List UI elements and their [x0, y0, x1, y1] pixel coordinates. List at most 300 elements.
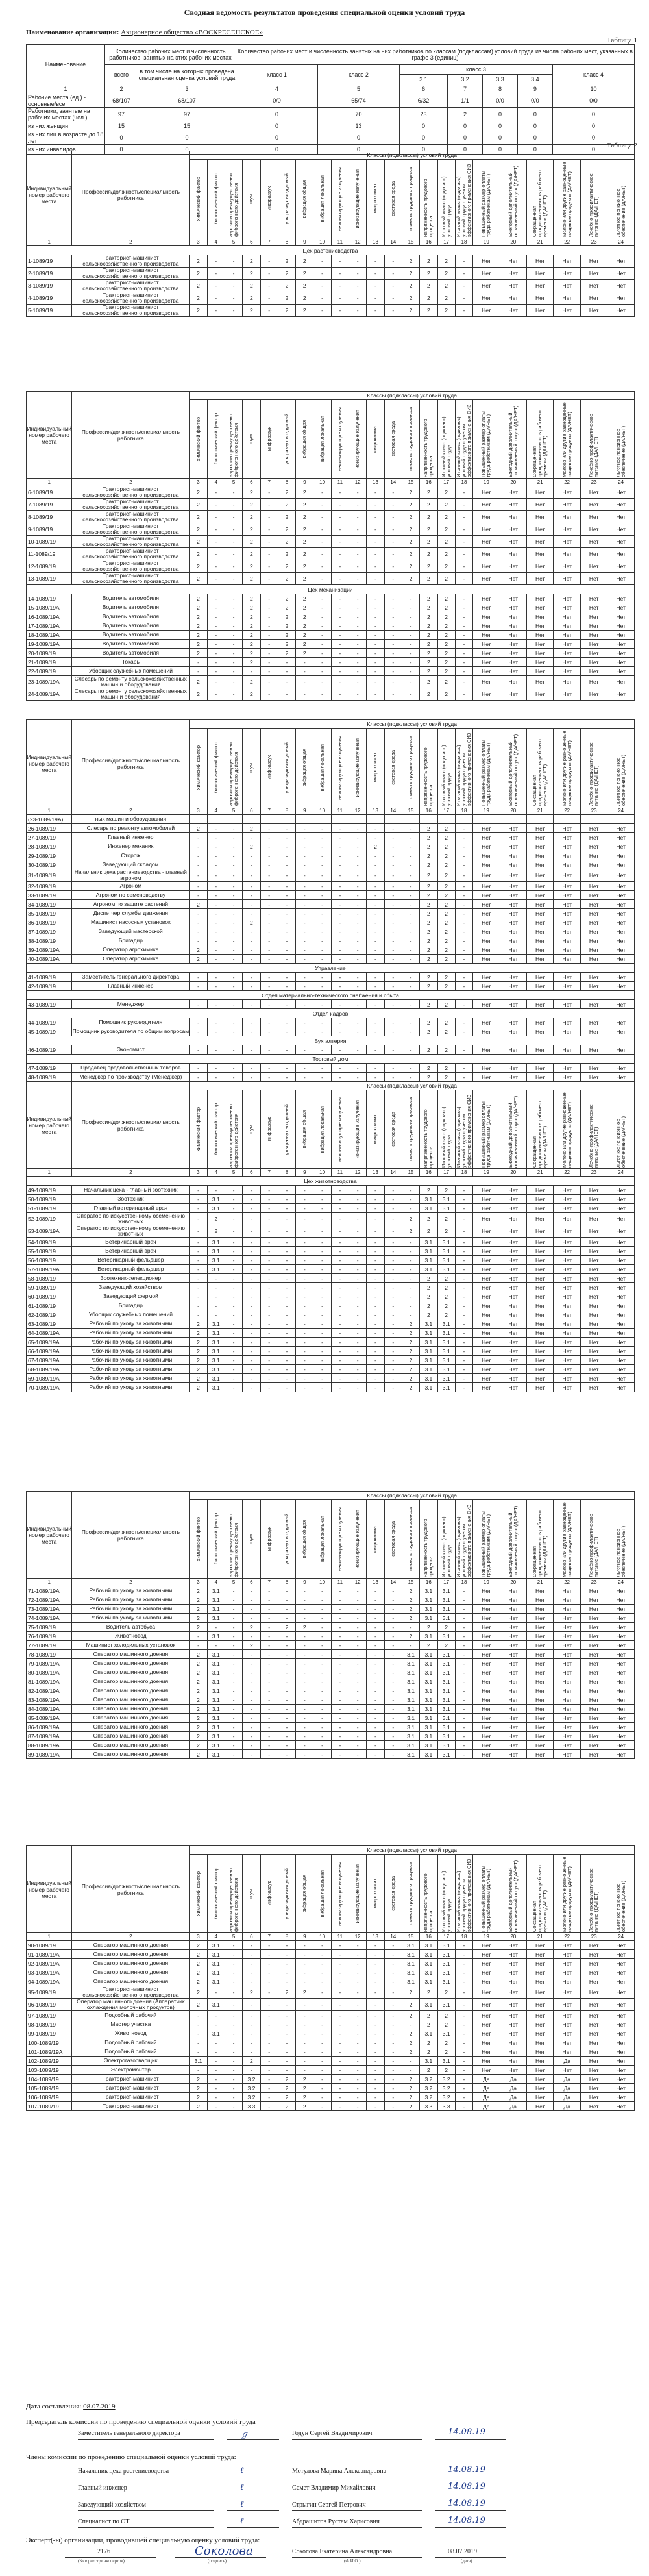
- t2-factor-label: неионизирующие излучения: [336, 1507, 343, 1571]
- t2-profession: Помощник руководителя: [72, 1018, 190, 1027]
- t2-class-cell: -: [455, 1247, 472, 1256]
- t2-factor-label: неионизирующие излучения: [336, 406, 343, 471]
- t2-class-cell: -: [367, 1950, 384, 1959]
- t2-class-cell: -: [313, 2075, 331, 2084]
- t2-class-cell: 2: [296, 536, 313, 548]
- t2-class-cell: -: [331, 667, 349, 676]
- t2-class-cell: -: [402, 833, 419, 842]
- t2-class-cell: Нет: [473, 573, 500, 585]
- t2-class-cell: Нет: [554, 676, 580, 688]
- t2-class-cell: 2: [190, 640, 207, 649]
- t2-factor-label: вибрация локальная: [319, 744, 325, 792]
- t2-class-cell: -: [243, 1999, 260, 2011]
- t2-workplace-number: 55-1089/19: [27, 1247, 72, 1256]
- t2-class-cell: -: [225, 955, 242, 964]
- t2-class-cell: Нет: [580, 900, 607, 909]
- t2-class-cell: Нет: [473, 2066, 500, 2075]
- t2-class-cell: -: [296, 1365, 313, 1374]
- t2-factor-label: Повышенный размер оплаты труда работникам (ДА/НЕТ): [480, 1101, 492, 1168]
- t2-class-cell: Нет: [473, 603, 500, 612]
- t2-class-cell: 3.1: [402, 1941, 419, 1950]
- t2-row: [27, 499, 635, 511]
- t2-class-cell: Нет: [527, 1686, 554, 1695]
- t2-class-cell: Да: [473, 2093, 500, 2102]
- t2-row: [27, 824, 635, 833]
- t2-class-cell: -: [384, 1045, 402, 1055]
- t2-class-cell: 2: [437, 1641, 455, 1650]
- t2-class-cell: -: [296, 945, 313, 955]
- t2-class-cell: -: [331, 1659, 349, 1668]
- t2-factor-label: Сокращенная продолжительность рабочего времени (ДА/НЕТ): [532, 170, 548, 237]
- t2-class-cell: -: [225, 1265, 242, 1274]
- t2-class-cell: -: [207, 1292, 225, 1301]
- t2-class-cell: -: [260, 536, 278, 548]
- t2-class-cell: -: [402, 1247, 419, 1256]
- t2-class-cell: -: [278, 1365, 295, 1374]
- t2-row: [27, 2047, 635, 2057]
- t2-class-cell: -: [313, 511, 331, 523]
- t2-class-cell: -: [260, 918, 278, 927]
- t2-class-cell: -: [331, 918, 349, 927]
- t2-class-cell: 2: [243, 676, 260, 688]
- t2-class-cell: -: [296, 1000, 313, 1009]
- t2-class-cell: 2: [420, 1045, 437, 1055]
- t2-class-cell: Нет: [554, 499, 580, 511]
- t2-profession: Рабочий по уходу за животными: [72, 1383, 190, 1392]
- t2-class-cell: 2: [420, 292, 437, 305]
- t2-class-cell: -: [455, 676, 472, 688]
- t2-class-cell: -: [349, 1225, 367, 1238]
- t2-class-cell: 3.1: [420, 1238, 437, 1247]
- t2-class-cell: 2: [420, 891, 437, 900]
- t2-class-cell: -: [455, 1238, 472, 1247]
- t2-class-cell: -: [367, 1686, 384, 1695]
- t2-row: [27, 1941, 635, 1950]
- t2-class-cell: Нет: [607, 1301, 635, 1310]
- t2-class-cell: -: [260, 548, 278, 560]
- t2-class-cell: Нет: [607, 955, 635, 964]
- t2-header-number: Индивидуальный номер рабочего места: [27, 151, 72, 238]
- t2-class-cell: 2: [437, 667, 455, 676]
- t2-col-number: 8: [278, 1169, 295, 1177]
- t2-workplace-number: 77-1089/19: [27, 1641, 72, 1650]
- t2-class-cell: -: [349, 1977, 367, 1986]
- t2-class-cell: Нет: [554, 1338, 580, 1347]
- t2-class-cell: -: [349, 612, 367, 621]
- t2-class-cell: -: [367, 1741, 384, 1750]
- t2-class-cell: Нет: [527, 621, 554, 631]
- t2-workplace-number: 26-1089/19: [27, 824, 72, 833]
- t2-class-cell: -: [243, 1968, 260, 1977]
- chair-date: 14.08.19: [448, 2427, 485, 2437]
- t2-header-classes: Классы (подклассы) условий труда: [190, 1492, 635, 1500]
- t2-class-cell: Нет: [554, 1186, 580, 1195]
- t2-class-cell: 2: [402, 2102, 419, 2111]
- t2-class-cell: -: [367, 1213, 384, 1225]
- t2-class-cell: -: [384, 255, 402, 268]
- t2-class-cell: -: [384, 1027, 402, 1036]
- t2-row: [27, 649, 635, 658]
- t2-class-cell: -: [225, 1750, 242, 1759]
- t2-profession: Заведующий мастерской: [72, 927, 190, 936]
- t2-class-cell: Нет: [473, 882, 500, 891]
- t2-class-cell: Нет: [607, 1586, 635, 1595]
- t2-factor-header: [313, 1500, 331, 1579]
- t2-class-cell: -: [260, 676, 278, 688]
- t2-class-cell: -: [367, 2093, 384, 2102]
- t2-class-cell: 2: [437, 499, 455, 511]
- t2-class-cell: -: [367, 612, 384, 621]
- t2-factor-label: тяжесть трудового процесса: [408, 1507, 414, 1571]
- t2-class-cell: -: [260, 955, 278, 964]
- t2-class-cell: -: [455, 927, 472, 936]
- t2-class-cell: 3.1: [420, 1329, 437, 1338]
- t2-factor-header: [190, 400, 207, 479]
- t2-class-cell: -: [367, 1705, 384, 1714]
- t2-class-cell: 3.1: [207, 1695, 225, 1705]
- t2-class-cell: -: [260, 909, 278, 918]
- t2-class-cell: Нет: [473, 1292, 500, 1301]
- t2-factor-label: ультразвук воздушный: [283, 1868, 289, 1919]
- t2-class-cell: 3.1: [402, 1668, 419, 1677]
- t2-factor-header: [278, 1500, 295, 1579]
- t2-class-cell: -: [455, 1686, 472, 1695]
- t2-class-cell: -: [296, 851, 313, 860]
- t2-class-cell: -: [260, 305, 278, 317]
- t2-class-cell: Нет: [554, 603, 580, 612]
- t2-class-cell: -: [225, 667, 242, 676]
- t2-class-cell: -: [331, 1238, 349, 1247]
- t2-class-cell: 3.1: [402, 1950, 419, 1959]
- t2-factor-label: микроклимат: [372, 184, 378, 214]
- t2-workplace-number: 45-1089/19: [27, 1027, 72, 1036]
- t2-factor-header: [225, 1855, 242, 1933]
- t2-class-cell: Нет: [554, 1365, 580, 1374]
- t2-col-number: 16: [420, 1933, 437, 1941]
- t2-class-cell: -: [367, 1677, 384, 1686]
- t2-class-cell: -: [296, 909, 313, 918]
- t2-factor-header: [367, 1855, 384, 1933]
- t2-class-cell: -: [367, 1247, 384, 1256]
- t2-class-cell: 2: [243, 523, 260, 536]
- t2-class-cell: 2: [243, 612, 260, 621]
- t2-class-cell: 3.1: [437, 1750, 455, 1759]
- t2-class-cell: -: [331, 945, 349, 955]
- t2-factor-header: [500, 1500, 526, 1579]
- t2-class-cell: 2: [420, 945, 437, 955]
- t2-section-label: Бухгалтерия: [27, 1036, 635, 1045]
- t2-class-cell: -: [455, 631, 472, 640]
- t2-class-cell: 2: [420, 640, 437, 649]
- t2-workplace-number: 32-1089/19: [27, 882, 72, 891]
- t1-cell: 0: [517, 121, 552, 131]
- t2-class-cell: -: [455, 860, 472, 869]
- t2-class-cell: 2: [437, 305, 455, 317]
- t2-col-number: 21: [527, 479, 554, 486]
- t2-class-cell: -: [243, 945, 260, 955]
- t2-section-row: [27, 1177, 635, 1186]
- t2-class-cell: -: [278, 1595, 295, 1605]
- t2-factor-header: [437, 1855, 455, 1933]
- t2-factor-header: [420, 160, 437, 238]
- t2-class-cell: -: [367, 1659, 384, 1668]
- t2-class-cell: Нет: [607, 1064, 635, 1073]
- t2-row: [27, 1383, 635, 1392]
- t2-col-number: 20: [500, 1169, 526, 1177]
- t2-class-cell: -: [367, 536, 384, 548]
- expert-reg-caption: (№ в реестре экспертов): [78, 2558, 125, 2564]
- t2-factor-label: ультразвук воздушный: [283, 413, 289, 465]
- t2-header-profession: Профессия/должность/специальность работника: [72, 1492, 190, 1579]
- t2-class-cell: -: [296, 688, 313, 701]
- t2-class-cell: Нет: [554, 548, 580, 560]
- t2-factor-label: ультразвук воздушный: [283, 742, 289, 794]
- t2-class-cell: 3.1: [207, 1686, 225, 1695]
- t2-class-cell: [243, 815, 260, 824]
- t2-class-cell: -: [402, 2057, 419, 2066]
- t2-class-cell: 3.1: [437, 1338, 455, 1347]
- t2-class-cell: -: [190, 869, 207, 882]
- t2-class-cell: -: [260, 1073, 278, 1082]
- t2-class-cell: -: [190, 1213, 207, 1225]
- t2-factor-header: [331, 1500, 349, 1579]
- t2-factor-header: [313, 400, 331, 479]
- t2-class-cell: 2: [190, 900, 207, 909]
- t2-class-cell: -: [260, 1383, 278, 1392]
- t2-class-cell: -: [331, 676, 349, 688]
- t2-workplace-number: 104-1089/19: [27, 2075, 72, 2084]
- t2-class-cell: Нет: [580, 2075, 607, 2084]
- t2-row: [27, 268, 635, 280]
- t2-class-cell: 2: [243, 842, 260, 851]
- t2-class-cell: -: [260, 2057, 278, 2066]
- member-date: 14.08.19: [448, 2482, 485, 2492]
- t2-factor-header: [473, 1500, 500, 1579]
- t2-class-cell: -: [313, 612, 331, 621]
- t2-class-cell: -: [349, 2011, 367, 2020]
- t2-class-cell: -: [260, 1999, 278, 2011]
- t2-class-cell: 3.1: [437, 1941, 455, 1950]
- t2-class-cell: Нет: [500, 667, 526, 676]
- t2-row: [27, 1301, 635, 1310]
- t2-class-cell: Нет: [580, 649, 607, 658]
- t2-class-cell: Да: [473, 2084, 500, 2093]
- t2-profession: Тракторист-машинист сельскохозяйственного производства: [72, 305, 190, 317]
- t2-factor-header: [402, 1090, 419, 1169]
- t2-class-cell: 2: [420, 688, 437, 701]
- t2-header-classes: Классы (подклассы) условий труда: [190, 151, 635, 160]
- t2-class-cell: Нет: [554, 1347, 580, 1356]
- t2-class-cell: -: [296, 1195, 313, 1204]
- t2-class-cell: -: [349, 824, 367, 833]
- t2-class-cell: -: [260, 1950, 278, 1959]
- t2-class-cell: Нет: [607, 621, 635, 631]
- t2-class-cell: 2: [190, 649, 207, 658]
- t2-class-cell: 2: [420, 486, 437, 499]
- t2-class-cell: -: [331, 982, 349, 991]
- t2-class-cell: -: [313, 292, 331, 305]
- t2-col-number: 3: [190, 479, 207, 486]
- t2-class-cell: Нет: [607, 1338, 635, 1347]
- t2-factor-header: [296, 160, 313, 238]
- t2-workplace-number: 43-1089/19: [27, 1000, 72, 1009]
- t2-class-cell: -: [384, 1659, 402, 1668]
- t2-class-cell: 2: [437, 860, 455, 869]
- t2-class-cell: -: [207, 631, 225, 640]
- t2-row: [27, 982, 635, 991]
- t2-class-cell: Нет: [500, 982, 526, 991]
- organization-name: Акционерное общество «ВОСКРЕСЕНСКОЕ»: [121, 29, 263, 36]
- t2-factor-label: инфразвук: [265, 186, 272, 211]
- t2-class-cell: -: [243, 833, 260, 842]
- t2-class-cell: 3.1: [207, 1586, 225, 1595]
- t2-row: [27, 833, 635, 842]
- t2-factor-header: [243, 400, 260, 479]
- t2-class-cell: 3.1: [420, 1732, 437, 1741]
- t2-profession: Животновод: [72, 2029, 190, 2038]
- t2-class-cell: -: [207, 1310, 225, 1319]
- t2-factor-label: Повышенный размер оплаты труда работникам (ДА/НЕТ): [480, 1511, 492, 1577]
- t2-class-cell: Нет: [607, 631, 635, 640]
- t2-class-cell: -: [384, 1283, 402, 1292]
- t2-class-cell: -: [455, 1073, 472, 1082]
- t2-class-cell: -: [331, 1705, 349, 1714]
- t2-class-cell: -: [190, 909, 207, 918]
- t2-class-cell: -: [331, 1338, 349, 1347]
- t2-class-cell: Нет: [554, 268, 580, 280]
- t2-col-number: 17: [437, 479, 455, 486]
- t2-row: [27, 1204, 635, 1213]
- t2-class-cell: -: [296, 1941, 313, 1950]
- t2-class-cell: Нет: [500, 511, 526, 523]
- t2-class-cell: -: [455, 900, 472, 909]
- t2-class-cell: -: [331, 499, 349, 511]
- t2-class-cell: -: [296, 1073, 313, 1082]
- t2-class-cell: -: [455, 1741, 472, 1750]
- t2-row: [27, 1968, 635, 1977]
- t2-class-cell: [420, 815, 437, 824]
- t2-class-cell: 3.1: [437, 1632, 455, 1641]
- t2-col-number: 22: [554, 1169, 580, 1177]
- t2-class-cell: 2: [402, 1614, 419, 1623]
- t2-class-cell: 3.3: [243, 2102, 260, 2111]
- t2-class-cell: Нет: [500, 1383, 526, 1392]
- t2-header-number: Индивидуальный номер рабочего места: [27, 1846, 72, 1933]
- t2-class-cell: -: [278, 1659, 295, 1668]
- t2-class-cell: -: [367, 2075, 384, 2084]
- t2-class-cell: Нет: [607, 1950, 635, 1959]
- t2-col-number: 22: [554, 807, 580, 815]
- t2-class-cell: Нет: [500, 1695, 526, 1705]
- t2-row: [27, 1265, 635, 1274]
- t2-profession: Оператор машинного доения: [72, 1677, 190, 1686]
- t2-class-cell: Нет: [473, 1668, 500, 1677]
- t2-row: [27, 1247, 635, 1256]
- t2-class-cell: -: [402, 936, 419, 945]
- t1-cell: 1/1: [448, 94, 483, 108]
- t2-class-cell: -: [331, 1256, 349, 1265]
- t2-class-cell: 2: [296, 573, 313, 585]
- t2-class-cell: -: [313, 268, 331, 280]
- t2-class-cell: -: [260, 1641, 278, 1650]
- t2-class-cell: Нет: [473, 658, 500, 667]
- t2-class-cell: -: [260, 667, 278, 676]
- t2-class-cell: 2: [367, 842, 384, 851]
- t2-class-cell: -: [296, 1650, 313, 1659]
- table2-block-4: [26, 1081, 635, 1392]
- t2-class-cell: -: [384, 2020, 402, 2029]
- t2-col-number: 21: [527, 1169, 554, 1177]
- t2-class-cell: 2: [243, 305, 260, 317]
- t2-class-cell: -: [278, 955, 295, 964]
- t2-class-cell: Нет: [527, 1213, 554, 1225]
- t2-class-cell: Нет: [527, 640, 554, 649]
- t2-class-cell: -: [384, 280, 402, 292]
- t2-profession: Водитель автомобиля: [72, 631, 190, 640]
- t2-col-number: 19: [473, 1169, 500, 1177]
- t2-class-cell: Нет: [500, 824, 526, 833]
- t2-class-cell: Нет: [500, 676, 526, 688]
- t2-class-cell: -: [278, 1999, 295, 2011]
- t2-class-cell: -: [384, 1356, 402, 1365]
- t2-class-cell: 2: [207, 1225, 225, 1238]
- t2-class-cell: -: [455, 2075, 472, 2084]
- t2-class-cell: -: [278, 1714, 295, 1723]
- t2-class-cell: Нет: [500, 2057, 526, 2066]
- t2-col-number: 1: [27, 1169, 72, 1177]
- t2-workplace-number: (23-1089/19А): [27, 815, 72, 824]
- t2-factor-label: световая среда: [389, 421, 396, 456]
- t2-class-cell: -: [331, 612, 349, 621]
- t2-class-cell: -: [349, 2102, 367, 2111]
- t2-class-cell: -: [243, 1213, 260, 1225]
- t2-class-cell: 3.1: [420, 1968, 437, 1977]
- t2-factor-label: неионизирующие излучения: [336, 735, 343, 800]
- t2-class-cell: -: [313, 573, 331, 585]
- t2-class-cell: Нет: [500, 1986, 526, 1999]
- t2-factor-label: вибрация локальная: [319, 1515, 325, 1563]
- t2-row: [27, 973, 635, 982]
- t2-factor-label: напряженность трудового процесса: [422, 179, 434, 237]
- t2-class-cell: -: [349, 2066, 367, 2075]
- t2-class-cell: 3.1: [420, 1605, 437, 1614]
- document-title: Сводная ведомость результатов проведения специальной оценки условий труда: [184, 8, 465, 17]
- t2-class-cell: -: [260, 511, 278, 523]
- t2-factor-label: вибрация локальная: [319, 415, 325, 463]
- t2-header-profession: Профессия/должность/специальность работника: [72, 720, 190, 807]
- t2-class-cell: Нет: [473, 1968, 500, 1977]
- t2-class-cell: -: [190, 2038, 207, 2047]
- t2-class-cell: 3.1: [437, 1677, 455, 1686]
- t2-class-cell: -: [367, 1064, 384, 1073]
- t2-class-cell: -: [313, 1959, 331, 1968]
- t2-class-cell: -: [455, 268, 472, 280]
- t2-class-cell: -: [296, 1632, 313, 1641]
- t2-class-cell: Нет: [607, 560, 635, 573]
- t2-column-numbers: [27, 479, 635, 486]
- t2-class-cell: -: [278, 891, 295, 900]
- t2-class-cell: -: [349, 2093, 367, 2102]
- t2-class-cell: Нет: [527, 936, 554, 945]
- t2-class-cell: -: [260, 2084, 278, 2093]
- t2-profession: Оператор по искусственному осеменению животных: [72, 1213, 190, 1225]
- t2-class-cell: Нет: [527, 255, 554, 268]
- t2-class-cell: -: [278, 1741, 295, 1750]
- t2-class-cell: -: [455, 1605, 472, 1614]
- t2-class-cell: 2: [243, 631, 260, 640]
- t2-class-cell: Нет: [500, 1614, 526, 1623]
- t2-class-cell: 2: [278, 621, 295, 631]
